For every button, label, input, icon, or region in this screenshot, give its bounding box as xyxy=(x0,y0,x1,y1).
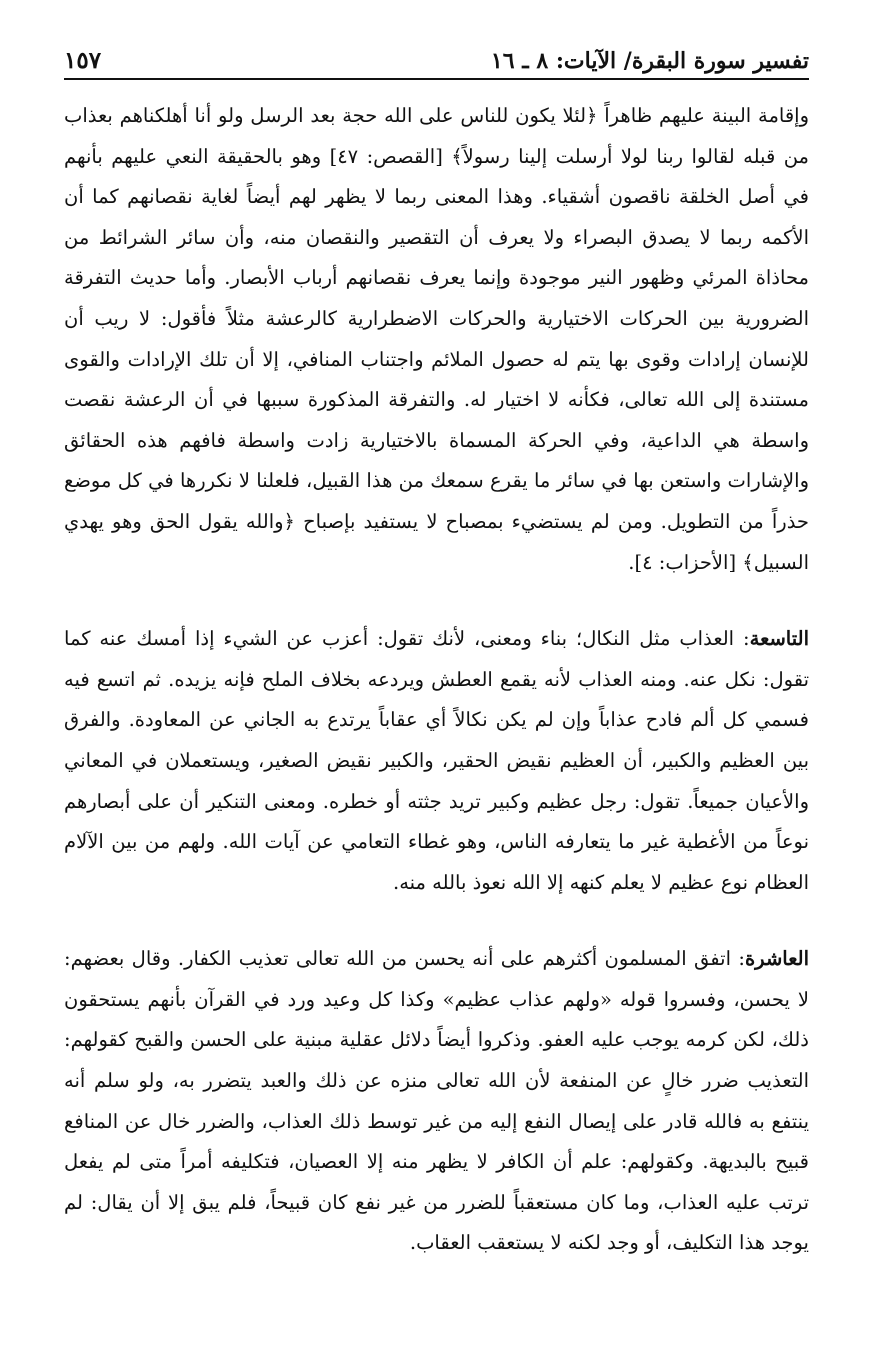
body-paragraph xyxy=(64,939,809,1264)
page-body xyxy=(64,96,809,1264)
section-tenth xyxy=(64,939,809,1264)
running-title: تفسير سورة البقرة/ الآيات: ٨ ـ ١٦ xyxy=(490,48,809,74)
section-continuation xyxy=(64,96,809,583)
section-text: : العذاب مثل النكال؛ بناء ومعنى، لأنك تقول: أعزب عن الشيء إذا أمسك عنه كما تقول: نكل عنه. ومنه العذاب لأنه يقمع العطش ويردعه بخلاف الملح فإنه يزيده. ثم اتسع فيه فسمي كل ألم فادح عذاباً وإن لم يكن نكالاً أي عقاباً يرتدع به الجاني عن المعاودة. والفرق بين العظيم والكبير، أن العظيم نقيض الحقير، والكبير نقيض الصغير، ويستعملان في المعاني والأعيان جميعاً. تقول: رجل عظيم وكبير تريد جثته أو خطره. ومعنى التنكير أن على أبصارهم نوعاً من الأغطية غير ما يتعارفه الناس، وهو غطاء التعامي عن آيات الله. ولهم من بين الآلام العظام نوع عظيم لا يعلم كنهه إلا الله نعوذ بالله منه. xyxy=(64,627,809,894)
body-paragraph: وإقامة البينة عليهم ظاهراً ﴿لئلا يكون للناس على الله حجة بعد الرسل ولو أنا أهلكناهم بعذاب من قبله لقالوا ربنا لولا أرسلت إلينا رسولاً﴾ [القصص: ٤٧] وهو بالحقيقة النعي عليهم بأنهم في أصل الخلقة ناقصون أشقياء. وهذا المعنى ربما لا يظهر لهم أيضاً لغاية نقصانهم كما أن الأكمه ربما لا يصدق البصراء ولا يعرف أن التقصير والنقصان منه، وأن سائر الشرائط من محاذاة المرئي وظهور النير موجودة وإنما يعرف نقصانهم أرباب الأبصار. وأما حديث التفرقة الضرورية بين الحركات الاختيارية والحركات الاضطرارية كالرعشة مثلاً فأقول: لا ريب أن للإنسان إرادات وقوى بها يتم له حصول الملائم واجتناب المنافي، إلا أن تلك الإرادات والقوى مستندة إلى الله تعالى، فكأنه لا اختيار له. والتفرقة المذكورة سببها في أن الرعشة نقصت واسطة هي الداعية، وفي الحركة المسماة بالاختيارية زادت واسطة فافهم هذه الحقائق والإشارات واستعن بها في سائر ما يقرع سمعك من هذا القبيل، فلعلنا لا نكررها في كل موضع حذراً من التطويل. ومن لم يستضيء بمصباح لا يستفيد بإصباح ﴿والله يقول الحق وهو يهدي السبيل﴾ [الأحزاب: ٤]. xyxy=(64,104,809,574)
section-ninth xyxy=(64,619,809,903)
page-number: ١٥٧ xyxy=(64,47,102,74)
section-label: العاشرة xyxy=(744,947,809,971)
body-paragraph xyxy=(64,619,809,903)
section-text: : اتفق المسلمون أكثرهم على أنه يحسن من الله تعالى تعذيب الكفار. وقال بعضهم: لا يحسن، وفسروا قوله «ولهم عذاب عظيم» وكذا كل وعيد ورد في القرآن بأنهم يستحقون ذلك، لكن كرمه يوجب عليه العفو. وذكروا أيضاً دلائل عقلية مبنية على الحسن والقبح كقولهم: التعذيب ضرر خالٍ عن المنفعة لأن الله تعالى منزه عن ذلك والعبد يتضرر به، ولو سلم أنه ينتفع به فالله قادر على إيصال النفع إليه من غير توسط ذلك العذاب، والضرر خال عن المنافع قبيح بالبديهة. وكقولهم: علم أن الكافر لا يظهر منه إلا العصيان، فتكليفه أمراً متى لم يفعل ترتب عليه العذاب، وما كان مستعقباً للضرر من غير نفع كان قبيحاً، فلم يبق إلا أن يقال: لم يوجد هذا التكليف، أو وجد لكنه لا يستعقب العقاب. xyxy=(64,947,809,1255)
section-label: التاسعة xyxy=(749,627,809,651)
page-header xyxy=(64,30,809,80)
